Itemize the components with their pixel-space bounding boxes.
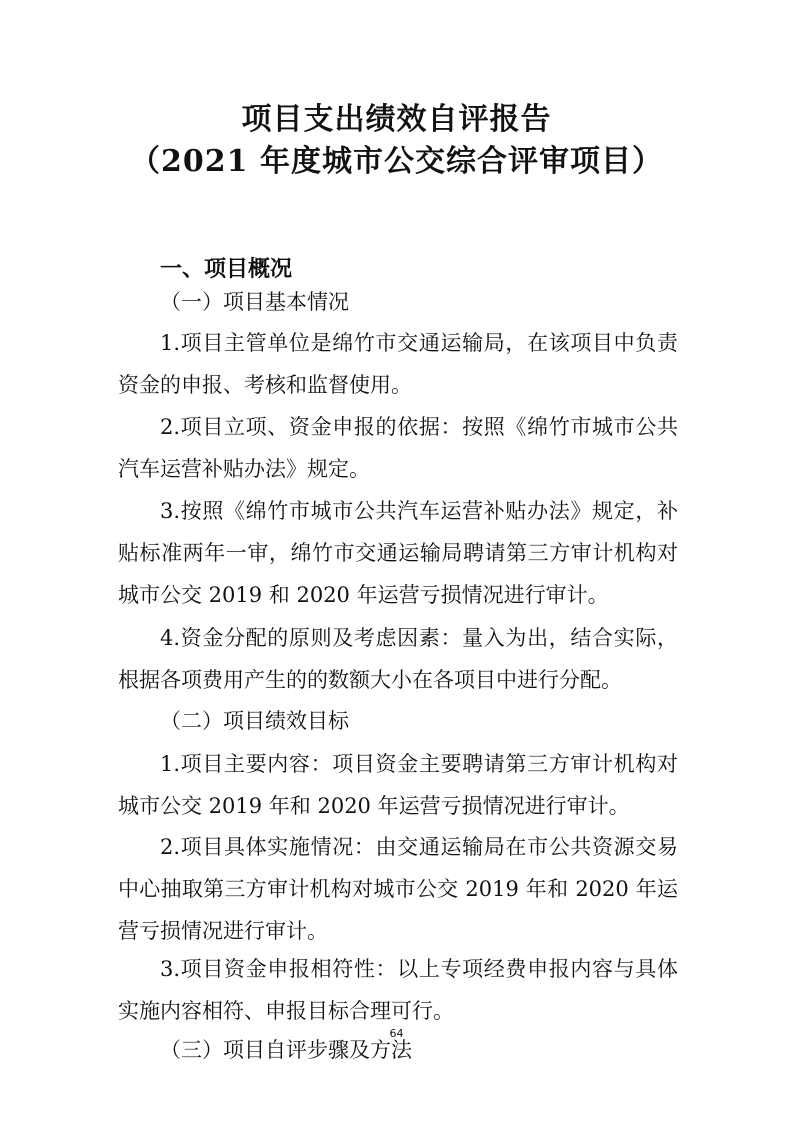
paragraph-goals-3: 3.项目资金申报相符性：以上专项经费申报内容与具体实施内容相符、申报目标合理可行。 [118, 957, 678, 1023]
report-title: 项目支出绩效自评报告 [241, 102, 552, 137]
paragraph-goals-2: 2.项目具体实施情况：由交通运输局在市公共资源交易中心抽取第三方审计机构对城市公交 2019 年和 2020 年运营亏损情况进行审计。 [118, 835, 678, 943]
paragraph-goals-1: 1.项目主要内容：项目资金主要聘请第三方审计机构对城市公交 2019 年和 2020 年运营亏损情况进行审计。 [118, 752, 678, 818]
subsection-heading-basic-info: （一）项目基本情况 [160, 290, 349, 314]
paragraph-basic-info-2: 2.项目立项、资金申报的依据：按照《绵竹市城市公共汽车运营补贴办法》规定。 [118, 415, 678, 481]
subsection-heading-self-evaluation-steps: （三）项目自评步骤及方法 [160, 1038, 412, 1062]
paragraph-basic-info-3: 3.按照《绵竹市城市公共汽车运营补贴办法》规定，补贴标准两年一审，绵竹市交通运输局聘请第三方审计机构对城市公交 2019 和 2020 年运营亏损情况进行审计。 [118, 499, 678, 607]
subsection-heading-performance-goals: （二）项目绩效目标 [160, 709, 349, 733]
report-subtitle: （2021 年度城市公交综合评审项目） [130, 144, 663, 179]
paragraph-basic-info-4: 4.资金分配的原则及考虑因素：量入为出，结合实际，根据各项费用产生的的数额大小在各项目中进行分配。 [118, 626, 678, 692]
section-heading-project-overview: 一、项目概况 [160, 257, 293, 282]
page-number: 64 [389, 1027, 404, 1040]
paragraph-basic-info-1: 1.项目主管单位是绵竹市交通运输局，在该项目中负责资金的申报、考核和监督使用。 [118, 331, 678, 397]
